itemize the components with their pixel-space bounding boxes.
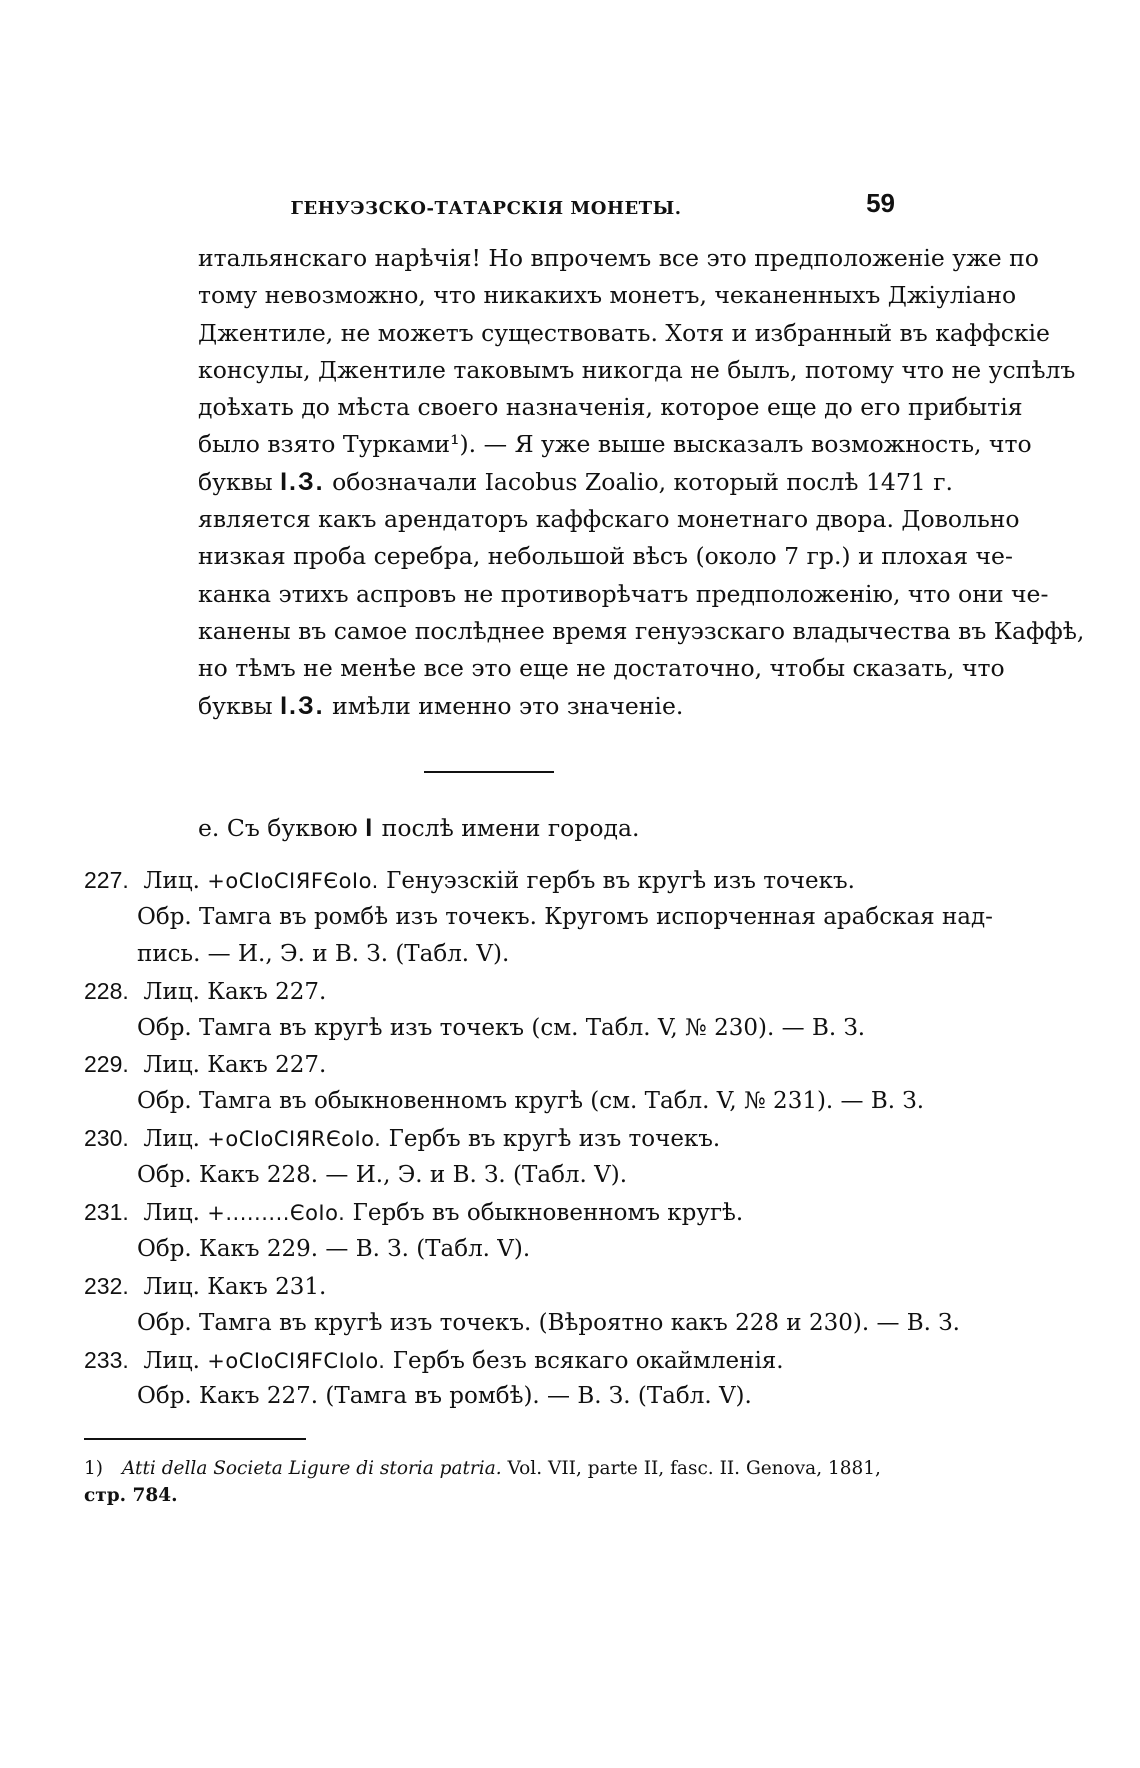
catalog-entry-line: [84, 1120, 880, 1157]
entry-number: 231.: [84, 1199, 129, 1226]
catalog-entry-line: Обр. Тамга въ обыкновенномъ кругѣ (см. Табл. V, № 231). — В. З.: [137, 1088, 925, 1115]
paragraph-line: Джентиле, не можетъ существовать. Хотя и избранный въ каффскіе: [198, 318, 1050, 347]
entry-side: Лиц.: [143, 1200, 200, 1227]
entry-text: Генуэзскій гербъ въ кругѣ изъ точекъ.: [386, 868, 855, 894]
entry-text: Лиц. Какъ 227.: [143, 978, 327, 1005]
running-header-title: ГЕНУЭЗСКО-ТАТАРСКІЯ МОНЕТЫ.: [290, 198, 682, 219]
coin-catalog: [84, 862, 993, 1415]
main-paragraph: [198, 240, 1085, 725]
catalog-entry-line: Обр. Какъ 228. — И., Э. и В. З. (Табл. V).: [137, 1162, 628, 1189]
entry-number: 228.: [84, 977, 129, 1004]
entry-side: Лиц.: [143, 868, 200, 894]
catalog-entry-line: Обр. Тамга въ кругѣ изъ точекъ (см. Табл. V, № 230). — В. З.: [137, 1014, 866, 1041]
catalog-entry-line: Обр. Тамга въ ромбѣ изъ точекъ. Кругомъ испорченная арабская над-: [137, 903, 993, 930]
entry-number: 230.: [84, 1125, 129, 1152]
catalog-entry-line: Обр. Какъ 227. (Тамга въ ромбѣ). — В. З. (Табл. V).: [137, 1383, 752, 1410]
page-number: 59: [866, 188, 895, 218]
catalog-entry-line: [84, 1194, 880, 1231]
paragraph-line: является какъ арендаторъ каффскаго монетнаго двора. Довольно: [198, 505, 1020, 534]
paragraph-text: имѣли именно это значеніе.: [332, 691, 684, 720]
section-divider: [424, 771, 554, 773]
entry-text: Лиц. Какъ 227.: [143, 1052, 327, 1079]
coin-legend: +oCIoCIЯFCIoIo.: [207, 1348, 386, 1373]
paragraph-line: доѣхать до мѣста своего назначенія, которое еще до его прибытія: [198, 393, 1023, 422]
entry-number: 232.: [84, 1272, 129, 1299]
paragraph-line: канка этихъ аспровъ не противорѣчатъ предположенію, что они че-: [198, 579, 1049, 608]
paragraph-line: канены въ самое послѣднее время генуэзскаго владычества въ Каффѣ,: [198, 616, 1085, 645]
section-heading-letter: I: [365, 814, 375, 842]
catalog-entry-line: Обр. Тамга въ кругѣ изъ точекъ. (Вѣроятно какъ 228 и 230). — В. З.: [137, 1309, 960, 1336]
paragraph-line: консулы, Джентиле таковымъ никогда не былъ, потому что не успѣлъ: [198, 355, 1076, 384]
catalog-entry-line: [84, 973, 880, 1010]
entry-text: Гербъ въ обыкновенномъ кругѣ.: [352, 1200, 744, 1227]
coin-legend: +oCIoCIЯRЄoIo.: [207, 1127, 382, 1152]
entry-text: Гербъ безъ всякаго окаймленія.: [392, 1347, 784, 1374]
catalog-entry-line: [84, 1342, 880, 1379]
section-heading-text: е. Съ буквою: [198, 814, 358, 842]
paragraph-line: [198, 464, 954, 501]
footnote-line: [84, 1455, 880, 1482]
catalog-entry-line: пись. — И., Э. и В. З. (Табл. V).: [137, 940, 510, 967]
paragraph-line: было взято Турками¹). — Я уже выше высказалъ возможность, что: [198, 430, 1032, 459]
footnote-marker: 1): [84, 1458, 103, 1479]
footnote: [84, 1455, 880, 1509]
catalog-entry-line: [84, 1268, 880, 1305]
entry-text: Гербъ въ кругѣ изъ точекъ.: [388, 1126, 721, 1153]
footnote-rule: [84, 1438, 306, 1440]
entry-number: 233.: [84, 1346, 129, 1373]
entry-text: Лиц. Какъ 231.: [143, 1273, 327, 1300]
paragraph-word: буквы: [198, 691, 273, 720]
footnote-source-title: Atti della Societa Ligure di storia patria.: [122, 1458, 502, 1479]
coin-legend: +.........ЄoIo.: [207, 1201, 346, 1226]
paragraph-line: низкая проба серебра, небольшой вѣсъ (около 7 гр.) и плохая че-: [198, 542, 1013, 571]
entry-side: Лиц.: [143, 1126, 200, 1153]
letters-signature: I.З.: [280, 467, 325, 496]
paragraph-text: обозначали Iacobus Zoalio, который послѣ 1471 г.: [332, 467, 954, 496]
paragraph-line: [198, 688, 878, 725]
paragraph-line: итальянскаго нарѣчія! Но впрочемъ все это предположеніе уже по: [198, 244, 1039, 272]
catalog-entry-line: Обр. Какъ 229. — В. З. (Табл. V).: [137, 1235, 531, 1262]
section-heading: [198, 810, 639, 846]
footnote-line: стр. 784.: [84, 1485, 178, 1506]
letters-signature: I.З.: [280, 691, 325, 720]
paragraph-line: но тѣмъ не менѣе все это еще не достаточно, чтобы сказать, что: [198, 654, 1005, 683]
paragraph-word: буквы: [198, 467, 273, 496]
entry-number: 229.: [84, 1051, 129, 1078]
footnote-text: Vol. VII, parte II, fasc. II. Genova, 1881,: [507, 1458, 881, 1479]
section-heading-text: послѣ имени города.: [381, 814, 640, 842]
entry-number: 227.: [84, 867, 129, 893]
coin-legend: +oCIoCIЯFЄoIo.: [207, 869, 379, 893]
entry-side: Лиц.: [143, 1347, 200, 1374]
catalog-entry-line: [84, 1046, 880, 1083]
catalog-entry-line: [84, 862, 880, 899]
paragraph-line: тому невозможно, что никакихъ монетъ, чеканенныхъ Джіуліано: [198, 281, 1017, 310]
